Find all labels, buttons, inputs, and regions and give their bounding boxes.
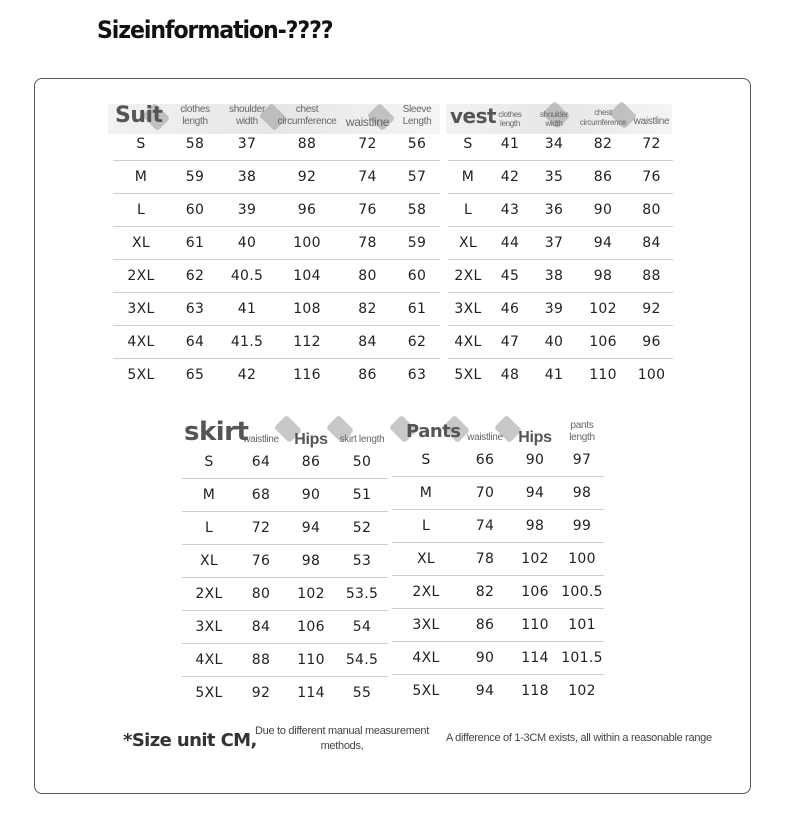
table-row <box>113 161 440 194</box>
table-row <box>448 326 673 359</box>
value-cell: 94 <box>576 227 630 260</box>
value-cell: 59 <box>394 227 440 260</box>
value-cell: 70 <box>460 477 510 510</box>
value-cell: 88 <box>236 644 286 677</box>
table-row <box>448 227 673 260</box>
vest-table-title: vest <box>450 104 497 128</box>
size-cell: XL <box>113 227 169 260</box>
value-cell: 76 <box>236 545 286 578</box>
value-cell: 90 <box>510 444 560 477</box>
value-cell: 41 <box>221 293 273 326</box>
value-cell: 108 <box>273 293 341 326</box>
value-cell: 82 <box>576 128 630 161</box>
value-cell: 106 <box>576 326 630 359</box>
skirt-col-hips: Hips <box>294 431 328 448</box>
pants-col-waistline: waistline <box>467 432 503 443</box>
value-cell: 56 <box>394 128 440 161</box>
value-cell: 80 <box>236 578 286 611</box>
value-cell: 37 <box>221 128 273 161</box>
value-cell: 84 <box>341 326 394 359</box>
value-cell: 78 <box>460 543 510 576</box>
table-row <box>182 611 388 644</box>
size-cell: L <box>448 194 488 227</box>
value-cell: 100 <box>637 367 666 383</box>
value-cell: 86 <box>286 446 336 479</box>
table-row <box>113 260 440 293</box>
value-cell: 38 <box>221 161 273 194</box>
suit-col-shoulder-width: shoulder width <box>229 104 265 127</box>
value-cell: 110 <box>286 644 336 677</box>
value-cell: 100 <box>560 543 604 576</box>
pants-size-table <box>392 418 604 707</box>
value-cell: 62 <box>394 326 440 359</box>
table-row <box>392 444 604 477</box>
value-cell: 58 <box>169 128 221 161</box>
suit-size-table <box>113 102 440 391</box>
value-cell: 54.5 <box>336 644 388 677</box>
value-cell: 82 <box>341 293 394 326</box>
value-cell: 94 <box>510 477 560 510</box>
value-cell: 101 <box>560 609 604 642</box>
value-cell: 74 <box>341 161 394 194</box>
value-cell: 36 <box>532 194 576 227</box>
size-cell: XL <box>392 543 460 576</box>
value-cell: 84 <box>236 611 286 644</box>
value-cell: 42 <box>237 367 257 383</box>
table-row <box>113 326 440 359</box>
measurement-difference-note: A difference of 1-3CM exists, all within a reasonable range <box>446 732 712 744</box>
value-cell: 46 <box>488 293 532 326</box>
size-cell: XL <box>448 227 488 260</box>
table-row <box>392 510 604 543</box>
value-cell: 42 <box>488 161 532 194</box>
table-row <box>448 260 673 293</box>
size-cell: S <box>448 128 488 161</box>
size-cell: L <box>113 194 169 227</box>
size-cell: 4XL <box>182 644 236 677</box>
table-row <box>392 543 604 576</box>
value-cell: 94 <box>475 683 495 699</box>
value-cell: 98 <box>576 260 630 293</box>
value-cell: 110 <box>589 367 617 383</box>
value-cell: 41.5 <box>221 326 273 359</box>
vest-size-table <box>448 102 673 391</box>
size-cell: 5XL <box>195 685 223 701</box>
value-cell: 72 <box>630 128 673 161</box>
value-cell: 65 <box>185 367 205 383</box>
value-cell: 80 <box>630 194 673 227</box>
value-cell: 102 <box>576 293 630 326</box>
value-cell: 59 <box>169 161 221 194</box>
value-cell: 102 <box>568 683 596 699</box>
value-cell: 60 <box>169 194 221 227</box>
size-cell: XL <box>182 545 236 578</box>
table-row <box>448 293 673 326</box>
table-row <box>448 359 673 392</box>
value-cell: 39 <box>532 293 576 326</box>
value-cell: 64 <box>236 446 286 479</box>
table-row <box>392 609 604 642</box>
size-cell: M <box>182 479 236 512</box>
value-cell: 34 <box>532 128 576 161</box>
value-cell: 68 <box>236 479 286 512</box>
table-row <box>392 477 604 510</box>
value-cell: 101.5 <box>560 642 604 675</box>
value-cell: 86 <box>576 161 630 194</box>
value-cell: 50 <box>336 446 388 479</box>
pants-table-title: Pants <box>406 421 461 442</box>
size-cell: 3XL <box>448 293 488 326</box>
value-cell: 90 <box>286 479 336 512</box>
size-cell: 4XL <box>113 326 169 359</box>
size-cell: 5XL <box>454 367 482 383</box>
table-row <box>113 293 440 326</box>
size-cell: M <box>448 161 488 194</box>
value-cell: 58 <box>394 194 440 227</box>
table-row <box>392 675 604 708</box>
value-cell: 47 <box>488 326 532 359</box>
size-cell: 2XL <box>182 578 236 611</box>
value-cell: 114 <box>297 685 325 701</box>
value-cell: 100 <box>273 227 341 260</box>
size-cell: S <box>392 444 460 477</box>
table-row <box>113 359 440 392</box>
value-cell: 74 <box>460 510 510 543</box>
value-cell: 62 <box>169 260 221 293</box>
value-cell: 106 <box>286 611 336 644</box>
value-cell: 53.5 <box>336 578 388 611</box>
value-cell: 40 <box>221 227 273 260</box>
suit-col-sleeve-length: Sleeve Length <box>402 104 432 127</box>
value-cell: 48 <box>500 367 520 383</box>
table-row <box>182 479 388 512</box>
skirt-table-title: skirt <box>184 417 249 447</box>
value-cell: 118 <box>521 683 549 699</box>
vest-col-shoulder-width: shoulder width <box>539 110 569 128</box>
skirt-size-table <box>182 418 388 709</box>
value-cell: 88 <box>273 128 341 161</box>
value-cell: 63 <box>169 293 221 326</box>
value-cell: 57 <box>394 161 440 194</box>
value-cell: 72 <box>236 512 286 545</box>
table-row <box>448 128 673 161</box>
value-cell: 45 <box>488 260 532 293</box>
value-cell: 110 <box>510 609 560 642</box>
table-row <box>182 644 388 677</box>
table-row <box>113 128 440 161</box>
value-cell: 96 <box>630 326 673 359</box>
table-row <box>448 194 673 227</box>
value-cell: 61 <box>394 293 440 326</box>
value-cell: 94 <box>286 512 336 545</box>
value-cell: 38 <box>532 260 576 293</box>
table-row <box>392 642 604 675</box>
value-cell: 90 <box>460 642 510 675</box>
value-cell: 92 <box>251 685 271 701</box>
table-row <box>113 194 440 227</box>
size-cell: S <box>182 446 236 479</box>
size-cell: 5XL <box>127 367 155 383</box>
value-cell: 96 <box>273 194 341 227</box>
size-cell: 4XL <box>392 642 460 675</box>
skirt-col-waistline: waistline <box>243 434 279 445</box>
size-cell: 3XL <box>182 611 236 644</box>
value-cell: 52 <box>336 512 388 545</box>
size-cell: M <box>392 477 460 510</box>
size-unit-note: *Size unit CM, <box>123 730 257 751</box>
table-row <box>182 677 388 710</box>
value-cell: 100.5 <box>560 576 604 609</box>
measurement-method-note: Due to different manual measurement methods, <box>255 725 429 752</box>
value-cell: 35 <box>532 161 576 194</box>
value-cell: 37 <box>532 227 576 260</box>
pants-col-hips: Hips <box>518 429 552 446</box>
size-cell: 2XL <box>113 260 169 293</box>
value-cell: 44 <box>488 227 532 260</box>
value-cell: 39 <box>221 194 273 227</box>
value-cell: 64 <box>169 326 221 359</box>
value-cell: 72 <box>341 128 394 161</box>
value-cell: 98 <box>560 477 604 510</box>
value-cell: 82 <box>460 576 510 609</box>
value-cell: 63 <box>407 367 427 383</box>
suit-col-clothes-length: clothes length <box>180 104 210 127</box>
suit-col-chest-circumference: chest circumference <box>277 104 337 127</box>
value-cell: 99 <box>560 510 604 543</box>
value-cell: 97 <box>560 444 604 477</box>
value-cell: 66 <box>460 444 510 477</box>
value-cell: 102 <box>510 543 560 576</box>
value-cell: 43 <box>488 194 532 227</box>
value-cell: 41 <box>544 367 564 383</box>
value-cell: 54 <box>336 611 388 644</box>
size-cell: 2XL <box>392 576 460 609</box>
value-cell: 76 <box>630 161 673 194</box>
value-cell: 76 <box>341 194 394 227</box>
pants-col-pants-length: pants length <box>569 420 595 443</box>
value-cell: 116 <box>293 367 321 383</box>
table-row <box>392 576 604 609</box>
value-cell: 78 <box>341 227 394 260</box>
size-cell: L <box>392 510 460 543</box>
value-cell: 112 <box>273 326 341 359</box>
value-cell: 88 <box>630 260 673 293</box>
value-cell: 61 <box>169 227 221 260</box>
size-cell: 5XL <box>412 683 440 699</box>
value-cell: 114 <box>510 642 560 675</box>
skirt-col-skirt-length: skirt length <box>339 434 385 445</box>
value-cell: 55 <box>352 685 372 701</box>
value-cell: 51 <box>336 479 388 512</box>
table-row <box>182 512 388 545</box>
value-cell: 90 <box>576 194 630 227</box>
table-row <box>182 545 388 578</box>
vest-col-chest-circumference: chest circumference <box>579 108 627 127</box>
table-row <box>448 161 673 194</box>
value-cell: 98 <box>286 545 336 578</box>
value-cell: 106 <box>510 576 560 609</box>
value-cell: 86 <box>358 367 377 383</box>
value-cell: 92 <box>630 293 673 326</box>
value-cell: 53 <box>336 545 388 578</box>
size-cell: 3XL <box>113 293 169 326</box>
table-row <box>182 578 388 611</box>
value-cell: 98 <box>510 510 560 543</box>
value-cell: 41 <box>488 128 532 161</box>
suit-table-title: Suit <box>115 103 163 128</box>
table-row <box>182 446 388 479</box>
size-cell: M <box>113 161 169 194</box>
value-cell: 102 <box>286 578 336 611</box>
value-cell: 86 <box>460 609 510 642</box>
size-cell: S <box>113 128 169 161</box>
vest-col-waistline: waistline <box>633 116 670 127</box>
value-cell: 92 <box>273 161 341 194</box>
value-cell: 40 <box>532 326 576 359</box>
value-cell: 80 <box>341 260 394 293</box>
size-cell: 2XL <box>448 260 488 293</box>
table-row <box>113 227 440 260</box>
size-cell: 4XL <box>448 326 488 359</box>
size-cell: 3XL <box>392 609 460 642</box>
value-cell: 40.5 <box>221 260 273 293</box>
page-title: Sizeinformation-???? <box>97 16 333 44</box>
vest-col-clothes-length: clothes length <box>498 110 522 128</box>
suit-col-waistline: waistline <box>345 115 390 129</box>
size-cell: L <box>182 512 236 545</box>
value-cell: 104 <box>273 260 341 293</box>
value-cell: 84 <box>630 227 673 260</box>
value-cell: 60 <box>394 260 440 293</box>
